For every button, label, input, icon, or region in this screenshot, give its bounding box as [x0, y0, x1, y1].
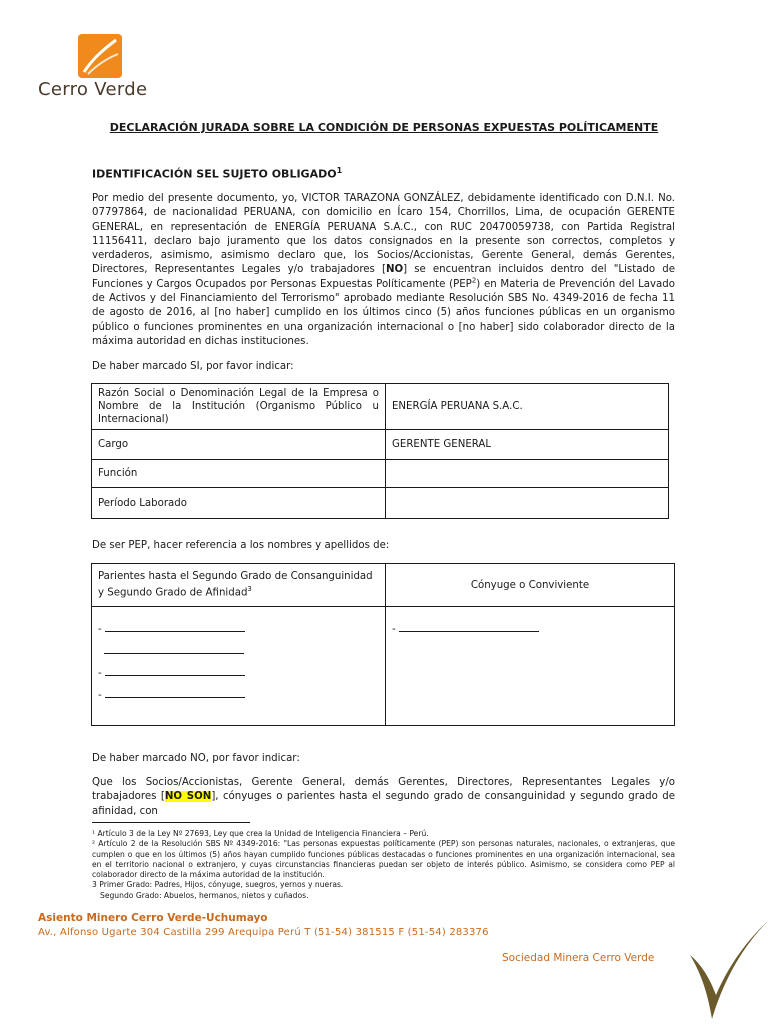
footnote-3: 3 Primer Grado: Padres, Hijos, cónyuge, suegros, yernos y nueras.: [92, 880, 344, 890]
intro-paragraph: Por medio del presente documento, yo, VICTOR TARAZONA GONZÁLEZ, debidamente identificado con D.N.I. No. 07797864, de nacionalidad PERUANA, con domicilio en Ícaro 154, Chorrillos, Lima, de ocupación GERENTE GENERAL, en representación de ENERGÍA PERUANA S.A.C., con RUC 20470059738, con Partida Registral 11156411, declaro bajo juramento que los datos consignados en la presente son correctos, completos y verdaderos, asimismo, asimismo declaro que, los Socios/Accionistas, Gerente General, demás Gerentes, Directores, Representantes Legales y/o trabajadores [NO] se encuentran incluidos dentro del "Listado de Funciones y Cargos Ocupados por Personas Expuestas Políticamente (PEP$^2$) en Materia de Prevención del Lavado de Activos y del Financiamiento del Terrorismo" aprobado mediante Resolución SBS No. 4349-2016 de fecha 11 de agosto de 2016, al [no haber] cumplido en los últimos cinco (5) años funciones públicas en un organismo público o funciones prominentes en una organización internacional o [no haber] sido colaborador directo de la máxima autoridad en dichas instituciones.: [92, 193, 675, 347]
table-row: [92, 430, 669, 460]
company-logo: [38, 34, 168, 104]
spouse-fields: -: [386, 607, 675, 726]
institution-table: [91, 383, 669, 519]
final-paragraph: Que los Socios/Accionistas, Gerente General, demás Gerentes, Directores, Representantes Legales y/o trabajadores [NO SON], cónyuges o parientes hasta el segundo grado de consanguinidad y segundo grado de afinidad, con: [92, 777, 675, 817]
spouse-header: Cónyuge o Conviviente: [386, 564, 675, 607]
pep-label: De ser PEP, hacer referencia a los nombres y apellidos de:: [92, 540, 390, 551]
relative-name-field[interactable]: [105, 622, 245, 632]
relatives-header: Parientes hasta el Segundo Grado de Consanguinidad y Segundo Grado de Afinidad$^3$: [92, 564, 386, 607]
row-value: [386, 460, 669, 488]
row-label: Período Laborado: [92, 488, 386, 519]
table-row: [92, 607, 675, 726]
cerro-verde-swoosh-icon: [688, 915, 768, 1025]
footnotes: [92, 829, 675, 901]
footnote-1: ¹ Artículo 3 de la Ley Nº 27693, Ley que crea la Unidad de Inteligencia Financiera – Perú.: [92, 829, 429, 838]
row-label: Cargo: [92, 430, 386, 460]
no-flag: NO: [385, 264, 404, 276]
document-title: DECLARACIÓN JURADA SOBRE LA CONDICIÓN DE PERSONAS EXPUESTAS POLÍTICAMENTE: [109, 121, 659, 134]
logo-company-name: Cerro Verde: [38, 79, 148, 100]
table-row: [92, 384, 669, 430]
spouse-name-field[interactable]: [399, 622, 539, 632]
footer-address: Av., Alfonso Ugarte 304 Castilla 299 Arequipa Perú T (51-54) 381515 F (51-54) 283376: [38, 927, 489, 938]
footnote-3-second: Segundo Grado: Abuelos, hermanos, nietos y cuñados.: [100, 890, 309, 900]
relative-name-field[interactable]: [105, 688, 245, 698]
row-value: ENERGÍA PERUANA S.A.C.: [386, 384, 669, 430]
relative-name-field[interactable]: [105, 666, 245, 676]
footer-site: Asiento Minero Cerro Verde-Uchumayo: [38, 912, 268, 924]
row-value: [386, 488, 669, 519]
relative-name-field[interactable]: [104, 644, 244, 654]
row-label: Razón Social o Denominación Legal de la Empresa o Nombre de la Institución (Organismo Público u Internacional): [92, 384, 386, 430]
row-label: Función: [92, 460, 386, 488]
relatives-fields: - - -: [92, 607, 386, 726]
table-row: [92, 488, 669, 519]
table-row: [92, 564, 675, 607]
footnote-2: ² Artículo 2 de la Resolución SBS Nº 4349-2016: "Las personas expuestas políticamente (PEP) son personas naturales, nacionales, o extranjeras, que cumplen o que en los últimos (5) años hayan cumplido funciones públicas destacadas o funciones prominentes en una organización internacional, sea en el territorio nacional o extranjero, y cuyas circunstancias financieras puedan ser objeto de interés público. Asimismo, se considera como PEP al colaborador directo de la máxima autoridad de la institución.: [92, 839, 675, 880]
no-son-flag: NO SON: [164, 791, 212, 803]
section-subtitle: IDENTIFICACIÓN SEL SUJETO OBLIGADO$^1$: [92, 166, 343, 181]
footnote-divider: [92, 822, 250, 823]
footer-company: Sociedad Minera Cerro Verde: [502, 952, 655, 964]
if-yes-label: De haber marcado SI, por favor indicar:: [92, 361, 294, 372]
cerro-verde-logo-icon: [78, 34, 122, 78]
table-row: [92, 460, 669, 488]
relatives-table: [91, 563, 675, 726]
if-no-label: De haber marcado NO, por favor indicar:: [92, 753, 300, 764]
row-value: GERENTE GENERAL: [386, 430, 669, 460]
